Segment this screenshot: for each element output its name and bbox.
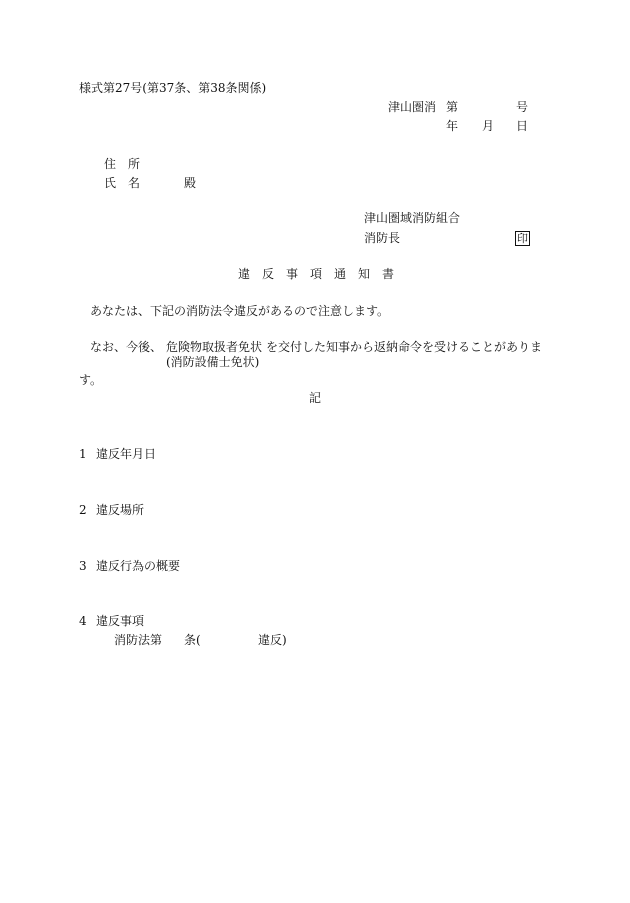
- address-label: 住 所: [104, 157, 141, 171]
- license-type-alt: (消防設備士免状): [166, 355, 260, 369]
- date-month: 月: [482, 119, 495, 133]
- item-4-number: 4: [79, 614, 87, 628]
- date-year: 年: [446, 119, 459, 133]
- item-1-label: 違反年月日: [96, 447, 157, 461]
- reference-go: 号: [516, 100, 529, 114]
- paragraph-notice: あなたは、下記の消防法令違反があるので注意します。: [90, 304, 390, 318]
- seal-mark: [515, 231, 530, 246]
- item-4-label: 違反事項: [96, 614, 145, 628]
- paragraph-warning-end: す。: [79, 373, 103, 387]
- reference-dai: 第: [446, 100, 459, 114]
- seal-box: 印: [517, 232, 528, 245]
- form-number: 様式第27号(第37条、第38条関係): [79, 81, 267, 95]
- paragraph-warning-cont: を交付した知事から返納命令を受けることがありま: [266, 340, 543, 354]
- item-2-label: 違反場所: [96, 503, 145, 517]
- violation-law: 消防法第: [114, 633, 163, 647]
- license-type-main: 危険物取扱者免状: [166, 340, 263, 354]
- violation-close: 違反): [258, 633, 287, 647]
- item-2-number: 2: [79, 503, 87, 517]
- item-3-number: 3: [79, 559, 87, 573]
- name-label: 氏 名: [104, 176, 141, 190]
- item-1-number: 1: [79, 447, 87, 461]
- reference-office: 津山圏消: [388, 100, 437, 114]
- ki-mark: 記: [309, 391, 322, 405]
- paragraph-warning-start: なお、今後、: [90, 340, 163, 354]
- sender-organization: 津山圏域消防組合: [364, 211, 461, 225]
- document-title: 違 反 事 項 通 知 書: [238, 267, 395, 281]
- violation-article: 条(: [184, 633, 201, 647]
- date-day: 日: [516, 119, 529, 133]
- honorific: 殿: [184, 176, 197, 190]
- sender-title: 消防長: [364, 231, 401, 245]
- item-3-label: 違反行為の概要: [96, 559, 181, 573]
